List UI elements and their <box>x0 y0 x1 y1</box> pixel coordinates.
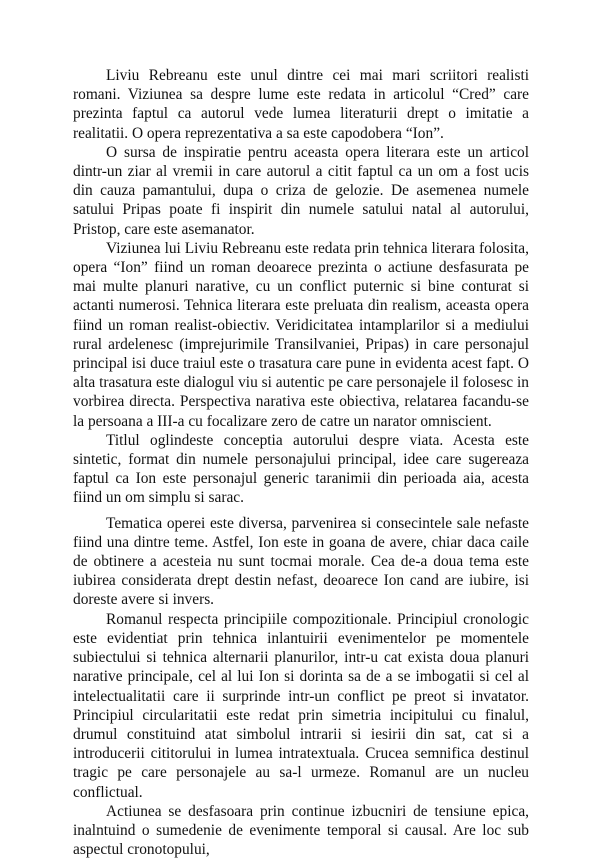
paragraph-composition: Romanul respecta principiile compozitionale. Principiul cronologic este evidentiat prin tehnica inlantuirii evenimentelor pe momentele subiectului si tehnica alternarii planurilor, intr-u cat exista doua planuri narative principale, cel al lui Ion si dorinta sa de a se imbogatii si cel al intelectualitatii care ii surprinde intr-un conflict pe preot si invatator. Principiul circularitatii este redat prin simetria incipitului cu finalul, drumul constituind atat simbolul intrarii si iesirii din sat, cat si a introducerii cititorului in lumea intratextuala. Crucea semnifica destinul tragic pe care personajele au sa-l urmeze. Romanul are un nucleu conflictual. <box>73 610 529 801</box>
document-body <box>73 66 529 859</box>
paragraph-inspiration: O sursa de inspiratie pentru aceasta opera literara este un articol dintr-un ziar al vremii in care autorul a citit faptul ca un om a fost ucis din cauza pamantului, dupa o criza de gelozie. De asemenea numele satului Pripas poate fi inspirit din numele satului natal al autorului, Pristop, care este asemanator. <box>73 143 529 238</box>
paragraph-intro: Liviu Rebreanu este unul dintre cei mai mari scriitori realisti romani. Viziunea sa despre lume este redata in articolul “Cred” care prezinta faptul ca autorul vede lumea literaturii drept o imitatie a realitatii. O opera reprezentativa a sa este capodobera “Ion”. <box>73 67 529 142</box>
paragraph-narrative-technique: Viziunea lui Liviu Rebreanu este redata prin tehnica literara folosita, opera “Ion” fiind un roman deoarece prezinta o actiune desfasurata pe mai multe planuri narative, cu un conflict puternic si bine conturat si actanti numerosi. Tehnica literara este preluata din realism, aceasta opera fiind un roman realist-obiectiv. Veridicitatea intamplarilor si a mediului rural ardelenesc (imprejurimile Transilvaniei, Pripas) in care personajul principal isi duce traiul este o trasatura care pune in evidenta acest fapt. O alta trasatura este dialogul viu si autentic pe care personajele il folosesc in vorbirea directa. Perspectiva narativa este obiectiva, relatarea facandu-se la persoana a III-a cu focalizare zero de catre un narator omniscient. <box>73 239 529 430</box>
paragraph-theme: Tematica operei este diversa, parvenirea si consecintele sale nefaste fiind una dintre teme. Astfel, Ion este in goana de avere, chiar daca caile de obtinere a acesteia nu sunt tocmai morale. Cea de-a doua tema este iubirea considerata drept destin nefast, deoarece Ion cand are iubire, isi doreste avere si invers. <box>73 514 529 609</box>
paragraph-title: Titlul oglindeste conceptia autorului despre viata. Acesta este sintetic, format din numele personajului principal, idee care sugereaza faptul ca Ion este personajul generic taranimii din perioada aia, acesta fiind un om simplu si sarac. <box>73 431 529 507</box>
paragraph-action: Actiunea se desfasoara prin continue izbucniri de tensiune epica, inalntuind o sumedenie de evenimente temporal si causal. Are loc sub aspectul cronotopului, <box>73 802 529 859</box>
